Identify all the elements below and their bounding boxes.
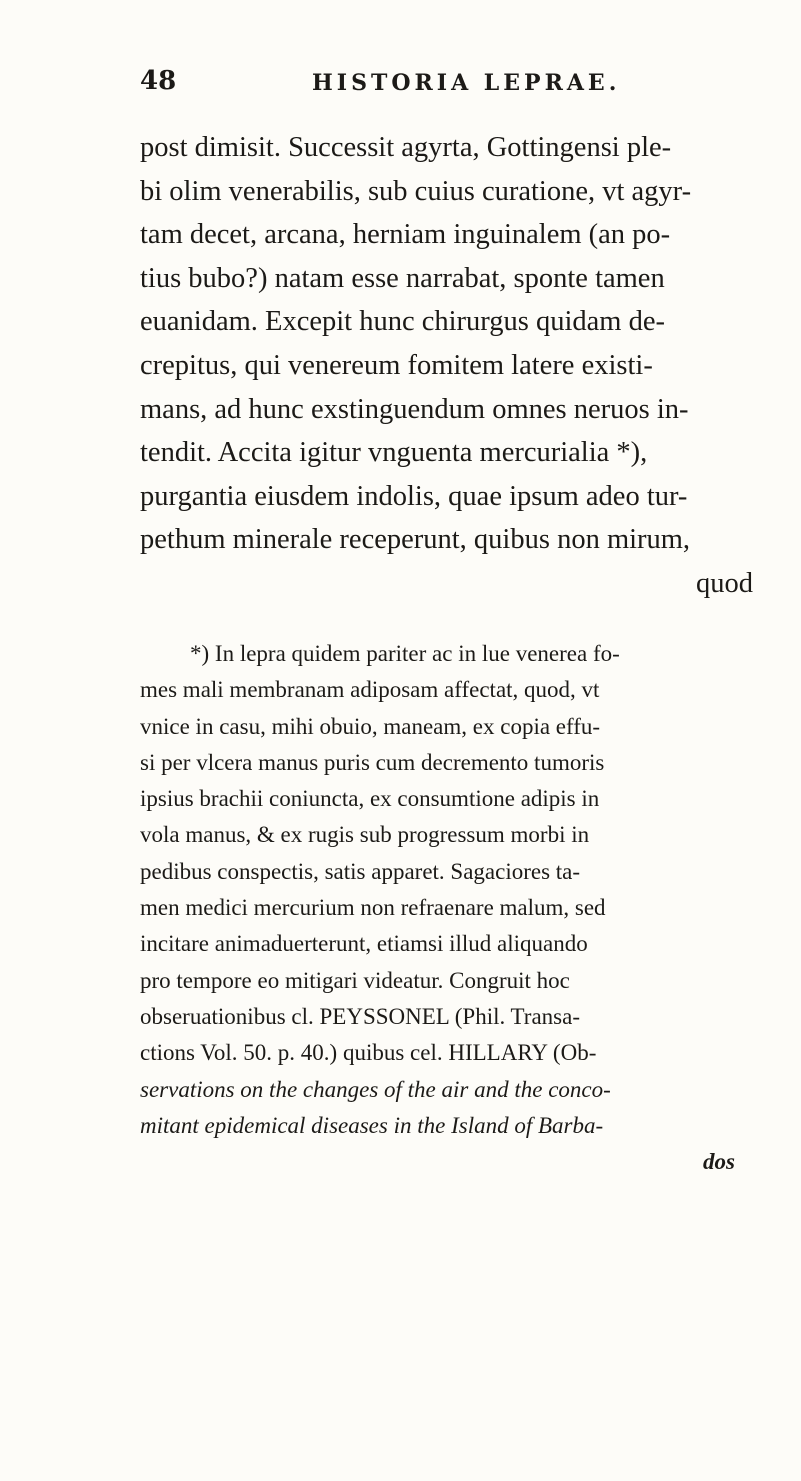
main-text: [140, 126, 795, 606]
page-header: [140, 66, 680, 106]
footnote-line: men medici mercurium non refraenare malum, sed: [140, 895, 606, 921]
footnote-line: ctions Vol. 50. p. 40.) quibus cel. HILLARY (Ob-: [140, 1040, 597, 1066]
footnote: [140, 636, 795, 1180]
footnote-line: si per vlcera manus puris cum decremento tumoris: [140, 749, 605, 775]
text-line: pethum minerale receperunt, quibus non mirum,: [140, 524, 691, 556]
footnote-line: ipsius brachii coniuncta, ex consumtione adipis in: [140, 786, 600, 812]
running-head: HISTORIA LEPRAE.: [312, 70, 621, 96]
footnote-line: pedibus conspectis, satis apparet. Sagaciores ta-: [140, 858, 581, 884]
footnote-line: mes mali membranam adiposam affectat, quod, vt: [140, 677, 600, 703]
footnote-line: vola manus, & ex rugis sub progressum morbi in: [140, 822, 590, 848]
footnote-line: incitare animaduerterunt, etiamsi illud aliquando: [140, 931, 588, 957]
footnote-catchword: dos: [703, 1149, 735, 1175]
text-line: crepitus, qui venereum fomitem latere existi-: [140, 349, 653, 381]
footnote-line: *) In lepra quidem pariter ac in lue venerea fo-: [190, 641, 620, 666]
text-line: bi olim venerabilis, sub cuius curatione, vt agyr-: [140, 175, 692, 207]
text-line: tam decet, arcana, herniam inguinalem (an po-: [140, 219, 671, 251]
text-line: mans, ad hunc exstinguendum omnes neruos in-: [140, 393, 689, 425]
text-line: euanidam. Excepit hunc chirurgus quidam de-: [140, 306, 665, 338]
catchword: quod: [696, 567, 753, 599]
text-line: tius bubo?) natam esse narrabat, sponte tamen: [140, 262, 665, 294]
footnote-line: obseruationibus cl. PEYSSONEL (Phil. Transa-: [140, 1003, 580, 1029]
text-line: tendit. Accita igitur vnguenta mercurialia *),: [140, 437, 648, 469]
page-number: 48: [140, 66, 177, 96]
footnote-line: mitant epidemical diseases in the Island of Barba-: [140, 1112, 604, 1138]
footnote-line: servations on the changes of the air and the conco-: [140, 1076, 611, 1102]
text-line: post dimisit. Successit agyrta, Gottingensi ple-: [140, 132, 672, 163]
text-line: purgantia eiusdem indolis, quae ipsum adeo tur-: [140, 480, 688, 512]
footnote-line: pro tempore eo mitigari videatur. Congruit hoc: [140, 967, 570, 993]
footnote-line: vnice in casu, mihi obuio, maneam, ex copia effu-: [140, 713, 601, 739]
